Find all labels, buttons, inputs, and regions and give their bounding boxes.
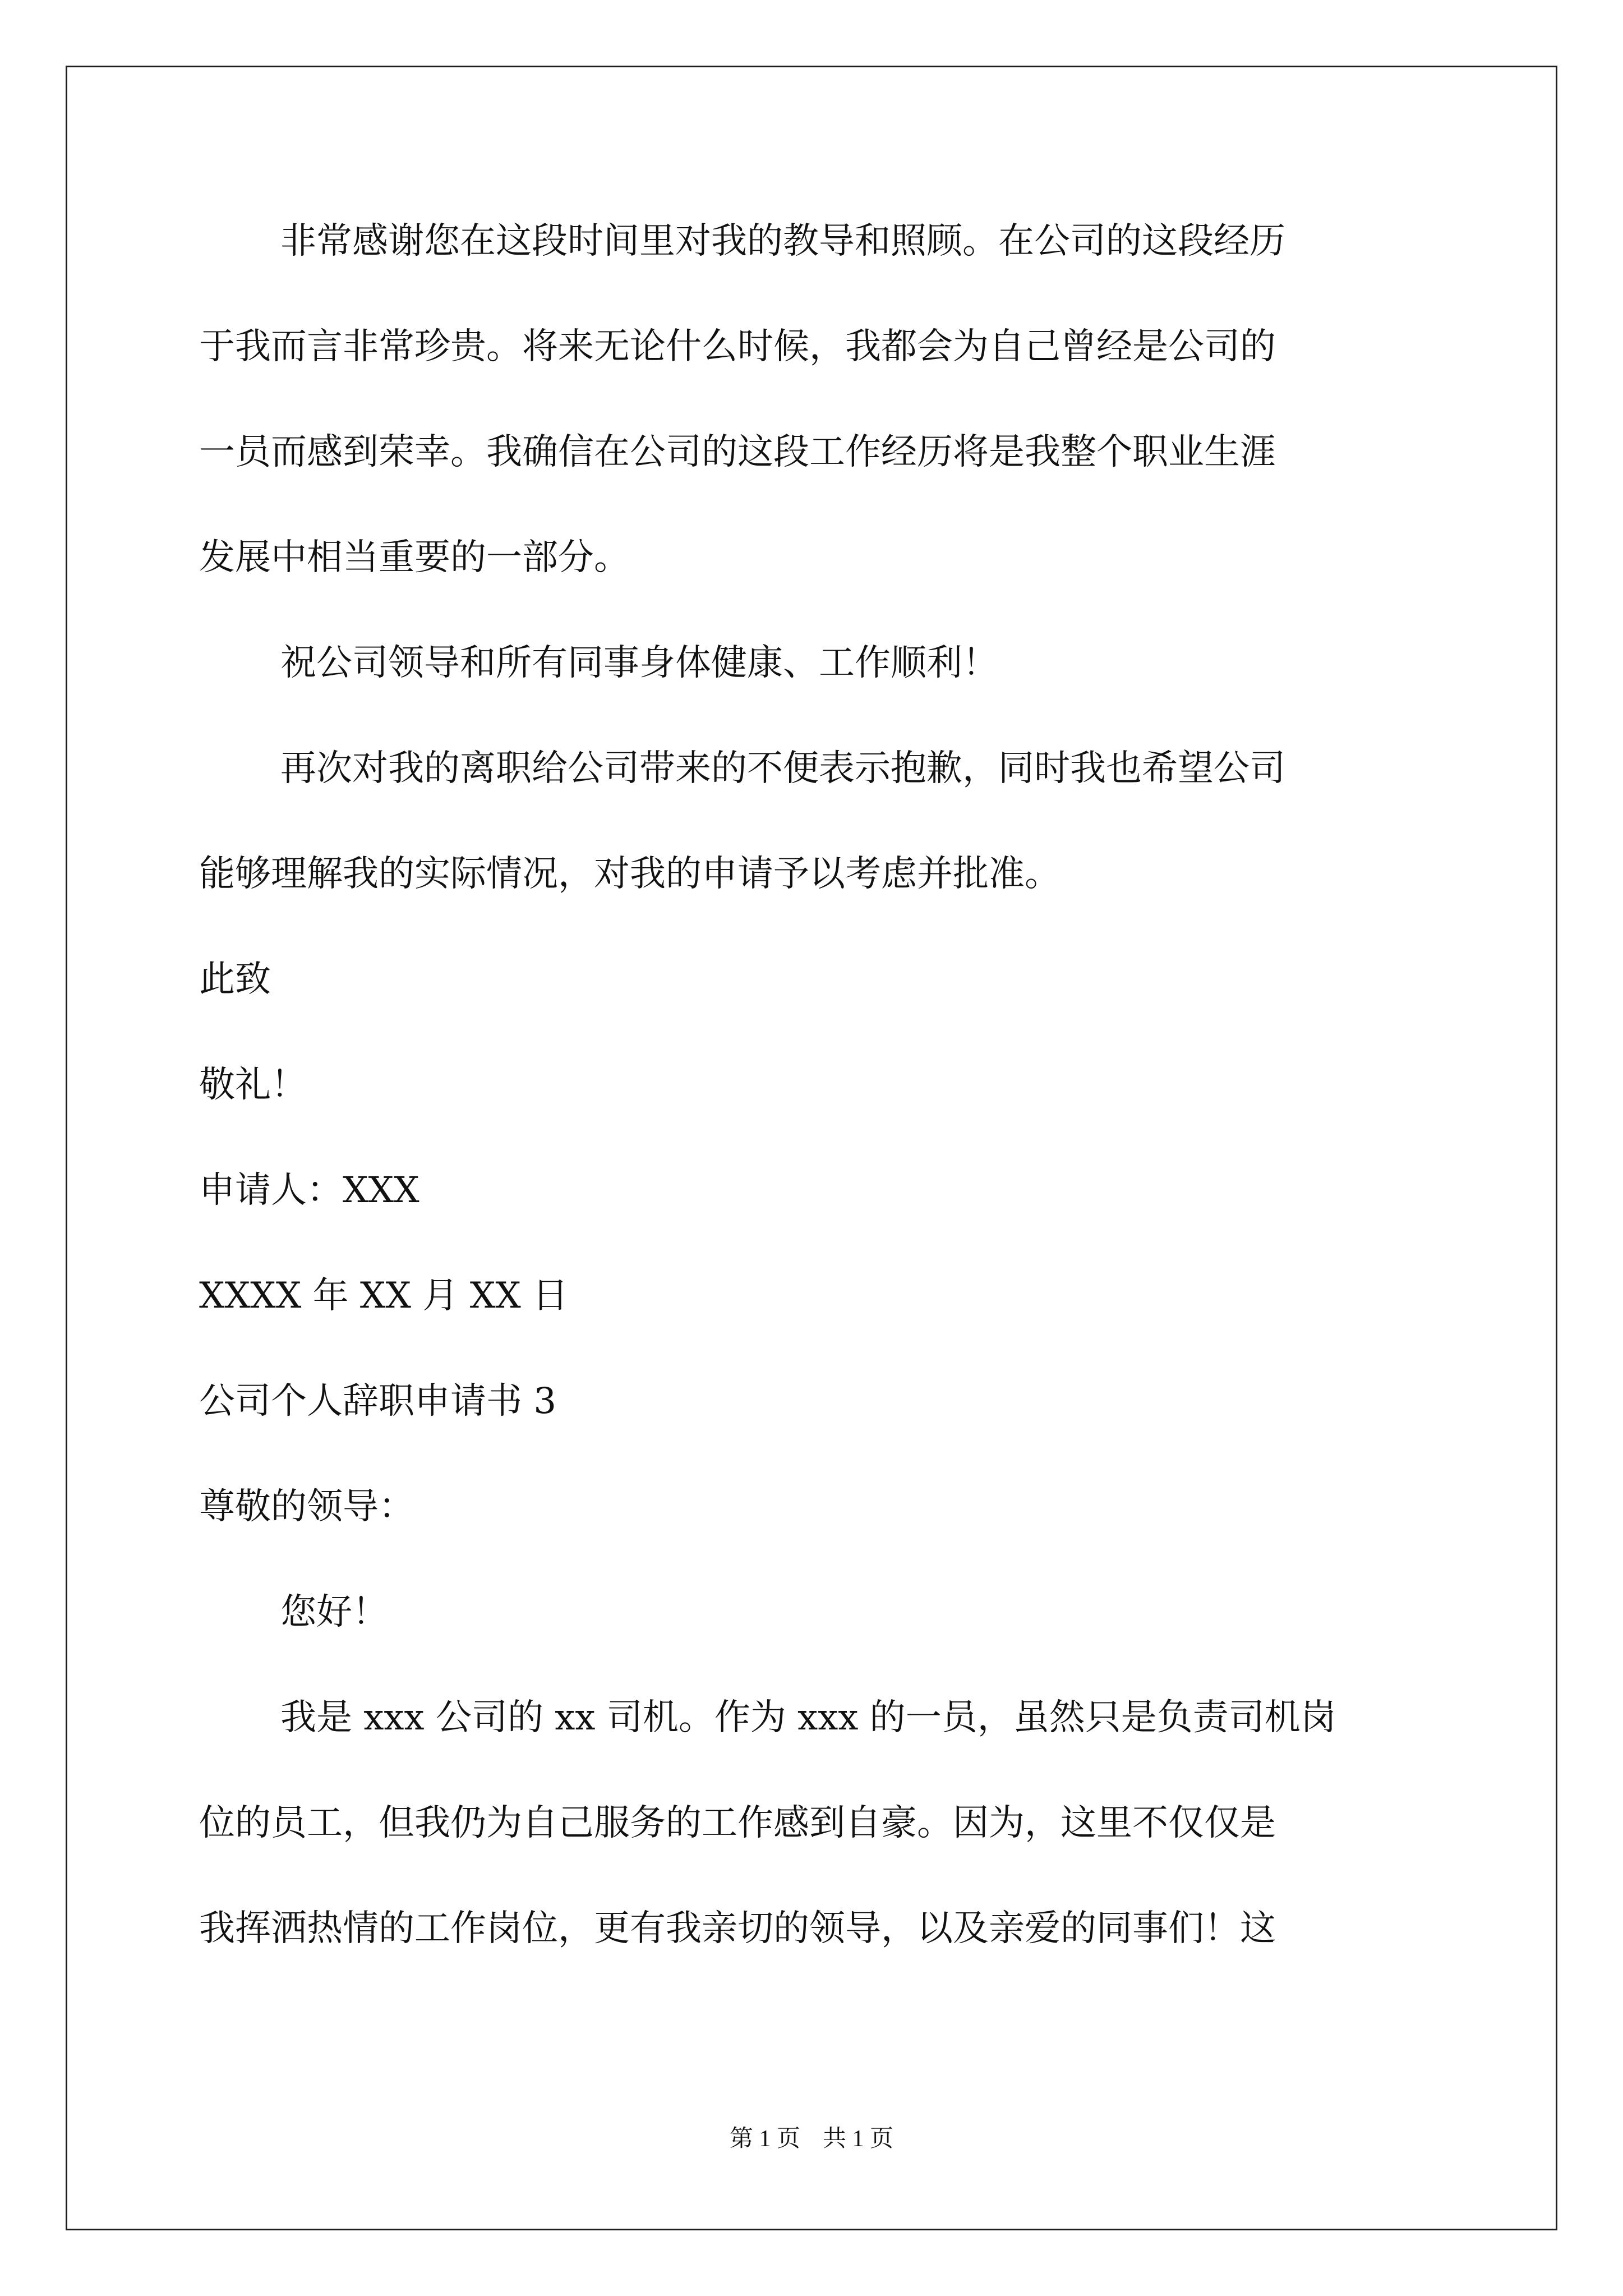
page-number: 第 1 页 — [729, 2126, 800, 2152]
closing-salutation: 此致 — [199, 959, 271, 1000]
paragraph-line: 能够理解我的实际情况，对我的申请予以考虑并批准。 — [199, 853, 1061, 895]
letter-date: XXXX 年 XX 月 XX 日 — [199, 1275, 569, 1317]
section-title: 公司个人辞职申请书 3 — [199, 1381, 557, 1422]
paragraph-line: 位的员工，但我仍为自己服务的工作感到自豪。因为，这里不仅仅是 — [199, 1802, 1276, 1844]
paragraph-line: 非常感谢您在这段时间里对我的教导和照顾。在公司的这段经历 — [280, 220, 1285, 262]
greeting-line: 尊敬的领导： — [199, 1486, 414, 1527]
paragraph-line: 我挥洒热情的工作岗位，更有我亲切的领导，以及亲爱的同事们！这 — [199, 1908, 1276, 1949]
page-footer — [0, 2125, 1623, 2153]
wishes-line: 祝公司领导和所有同事身体健康、工作顺利！ — [280, 642, 998, 684]
paragraph-line: 一员而感到荣幸。我确信在公司的这段工作经历将是我整个职业生涯 — [199, 431, 1276, 473]
paragraph-line: 于我而言非常珍贵。将来无论什么时候，我都会为自己曾经是公司的 — [199, 326, 1276, 367]
paragraph-line: 再次对我的离职给公司带来的不便表示抱歉，同时我也希望公司 — [280, 748, 1285, 789]
letter-body — [199, 216, 1427, 2009]
page-total: 共 1 页 — [823, 2126, 894, 2152]
hello-line: 您好！ — [280, 1591, 388, 1633]
paragraph-line: 我是 xxx 公司的 xx 司机。作为 xxx 的一员，虽然只是负责司机岗 — [280, 1697, 1336, 1738]
applicant-name: 申请人：XXX — [199, 1170, 419, 1211]
closing-regards: 敬礼！ — [199, 1064, 307, 1106]
paragraph-line: 发展中相当重要的一部分。 — [199, 537, 630, 578]
